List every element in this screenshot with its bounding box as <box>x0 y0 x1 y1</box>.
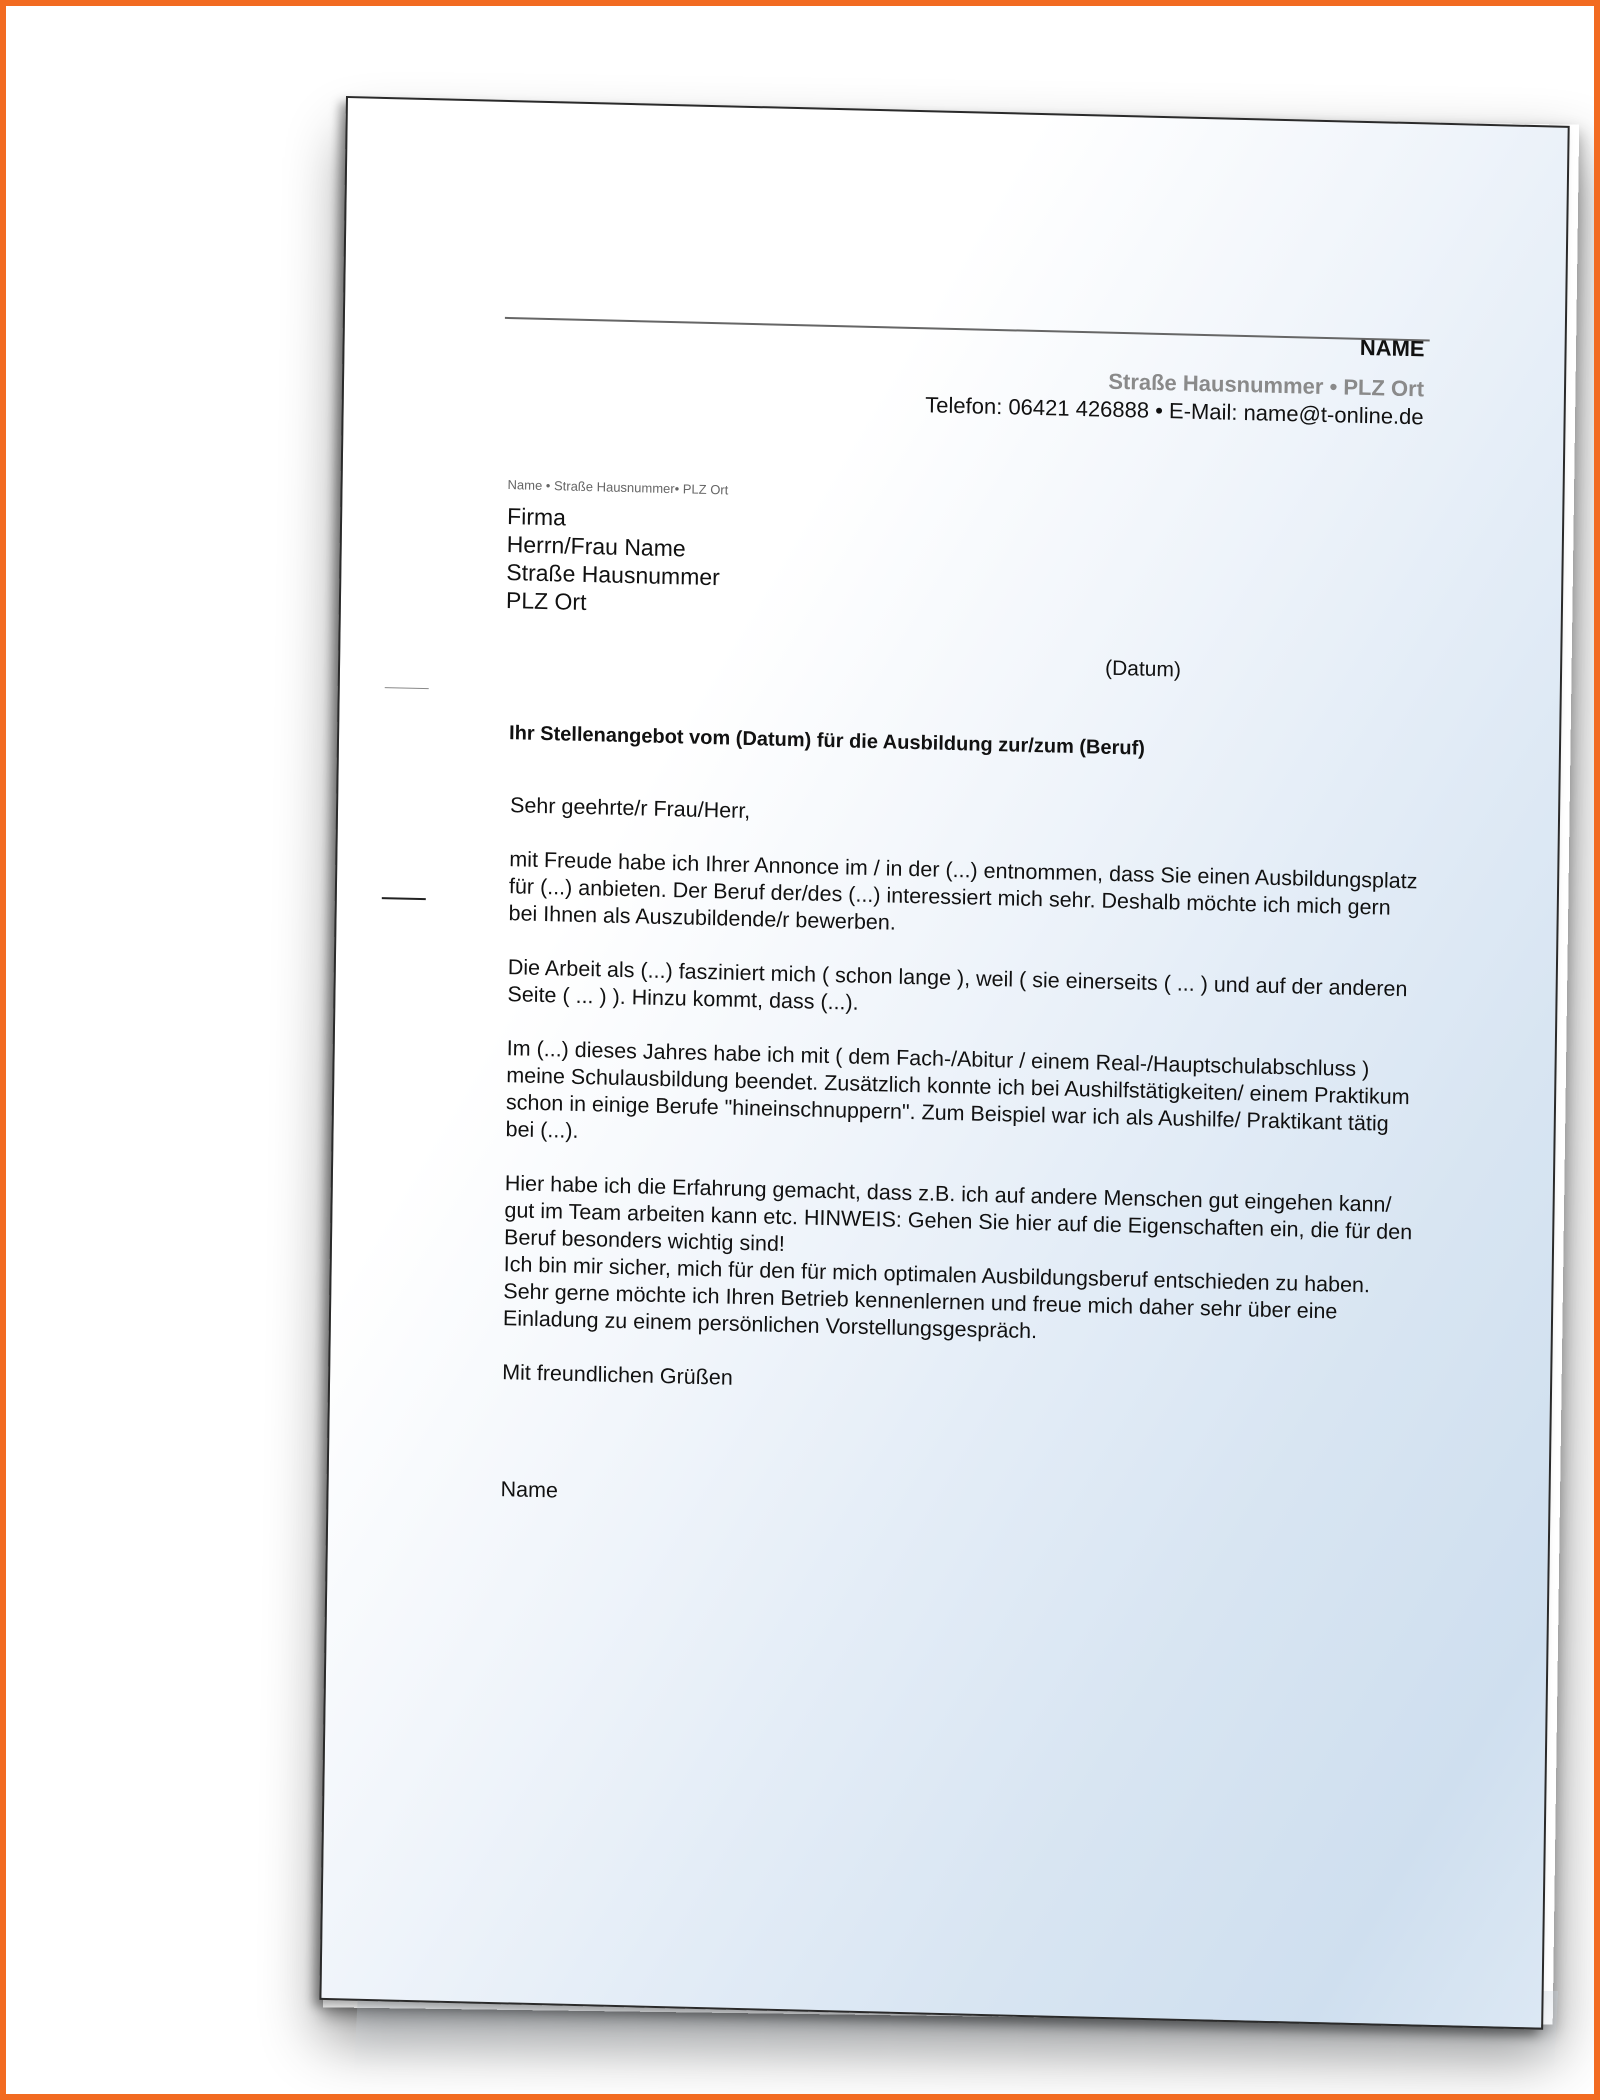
header-rule <box>505 317 1430 342</box>
punch-mark <box>382 897 426 900</box>
body-paragraph: mit Freude habe ich Ihrer Annonce im / in der (...) entnommen, dass Sie einen Ausbildungsplatz für (...) anbieten. Der Beruf der/des (...) interessiert mich sehr. Deshalb möchte ich mich gern bei Ihnen als Auszubildende/r bewerben. <box>508 847 1418 935</box>
body-paragraph: Im (...) dieses Jahres habe ich mit ( dem Fach-/Abitur / einem Real-/Hauptschulabschluss ) meine Schulausbildung beendet. Zusätzlich konnte ich bei Aushilfstätigkeiten/ einem Praktikum schon in einige Berufe "hineinschnuppern". Zum Beispiel war ich als Aushilfe/ Praktikant tätig bei (...). <box>505 1036 1410 1143</box>
recipient-company: Firma <box>506 503 567 531</box>
signature-name: Name <box>500 1477 559 1503</box>
letter-body <box>500 792 1440 1553</box>
body-paragraph: Hier habe ich die Erfahrung gemacht, dass z.B. ich auf andere Menschen gut eingehen kann/ gut im Team arbeiten kann etc. HINWEIS: Gehen Sie hier auf die Eigenschaften ein, die für den Beruf besonders wichtig sind! Ich bin mir sicher, mich für den für mich optimalen Ausbildungsberuf entschieden zu haben. Sehr gerne möchte ich Ihren Betrieb kennenlernen und freue mich daher sehr über eine Einladung zu einem persönlichen Vorstellungsgespräch. <box>502 1171 1413 1344</box>
recipient-city: PLZ Ort <box>505 587 587 615</box>
salutation: Sehr geehrte/r Frau/Herr, <box>509 793 751 824</box>
body-paragraph: Die Arbeit als (...) fasziniert mich ( schon lange ), weil ( sie einerseits ( ... ) und auf der anderen Seite ( ... ) ). Hinzu kommt, dass (...). <box>507 955 1408 1015</box>
closing: Mit freundlichen Grüßen <box>502 1360 733 1390</box>
sender-name: NAME <box>1359 334 1425 362</box>
fold-mark <box>385 687 429 689</box>
letter-subject: Ihr Stellenangebot vom (Datum) für die Ausbildung zur/zum (Beruf) <box>508 722 1146 760</box>
return-address-line: Name • Straße Hausnummer• PLZ Ort <box>507 477 729 498</box>
sender-address: Straße Hausnummer • PLZ Ort <box>1108 368 1425 402</box>
recipient-street: Straße Hausnummer <box>506 559 720 591</box>
recipient-person: Herrn/Frau Name <box>506 531 686 562</box>
letter-date: (Datum) <box>1104 656 1182 682</box>
recipient-block <box>506 502 721 619</box>
letter-page <box>319 96 1569 2030</box>
sender-contact: Telefon: 06421 426888 • E-Mail: name@t-online.de <box>925 392 1424 430</box>
